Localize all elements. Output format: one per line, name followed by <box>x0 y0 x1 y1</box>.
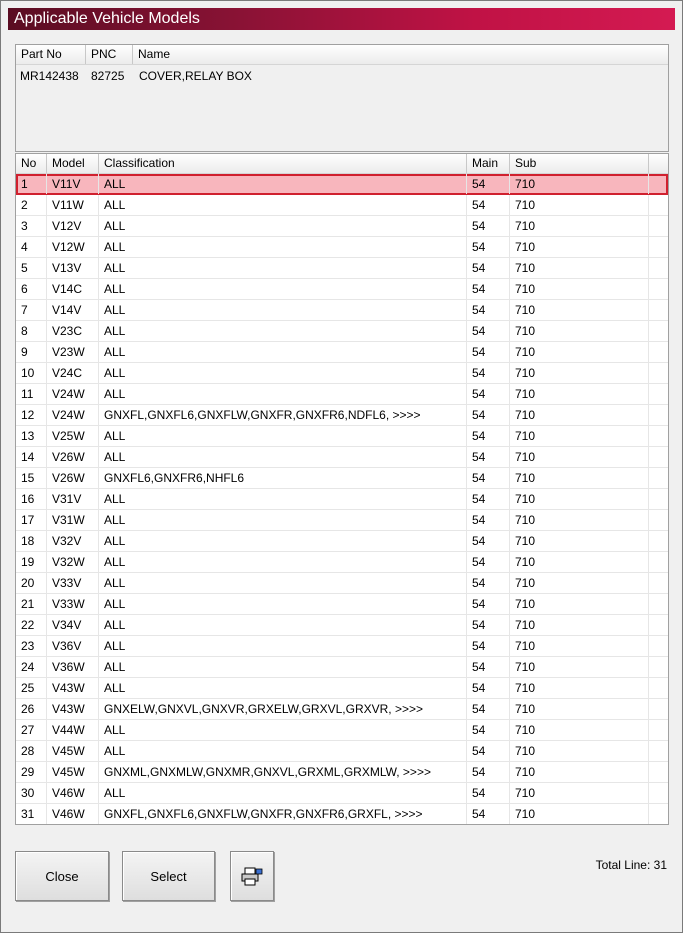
row-main: 54 <box>467 636 510 656</box>
row-sub: 710 <box>510 594 649 614</box>
row-no: 16 <box>16 489 47 509</box>
row-model: V12V <box>47 216 99 236</box>
row-filler <box>649 489 669 509</box>
row-main: 54 <box>467 195 510 215</box>
part-row[interactable] <box>16 67 668 85</box>
row-classification: ALL <box>99 237 467 257</box>
table-row[interactable] <box>16 426 668 447</box>
row-main: 54 <box>467 258 510 278</box>
row-classification: GNXML,GNXMLW,GNXMR,GNXVL,GRXML,GRXMLW, >>>> <box>99 762 467 782</box>
row-no: 20 <box>16 573 47 593</box>
row-sub: 710 <box>510 657 649 677</box>
row-filler <box>649 300 669 320</box>
table-row[interactable] <box>16 279 668 300</box>
table-row[interactable] <box>16 615 668 636</box>
row-classification: ALL <box>99 531 467 551</box>
row-no: 18 <box>16 531 47 551</box>
row-sub: 710 <box>510 237 649 257</box>
row-model: V14C <box>47 279 99 299</box>
table-row[interactable] <box>16 594 668 615</box>
row-main: 54 <box>467 405 510 425</box>
row-model: V33W <box>47 594 99 614</box>
row-classification: ALL <box>99 678 467 698</box>
row-classification: ALL <box>99 552 467 572</box>
row-filler <box>649 447 669 467</box>
table-row[interactable] <box>16 657 668 678</box>
row-filler <box>649 573 669 593</box>
table-row[interactable] <box>16 174 668 195</box>
row-no: 15 <box>16 468 47 488</box>
row-filler <box>649 531 669 551</box>
row-main: 54 <box>467 321 510 341</box>
row-no: 13 <box>16 426 47 446</box>
table-row[interactable] <box>16 384 668 405</box>
row-no: 24 <box>16 657 47 677</box>
table-row[interactable] <box>16 468 668 489</box>
row-no: 1 <box>16 174 47 194</box>
table-row[interactable] <box>16 531 668 552</box>
row-main: 54 <box>467 678 510 698</box>
row-sub: 710 <box>510 384 649 404</box>
row-filler <box>649 804 669 824</box>
row-model: V46W <box>47 804 99 824</box>
row-main: 54 <box>467 216 510 236</box>
row-filler <box>649 384 669 404</box>
row-sub: 710 <box>510 342 649 362</box>
row-classification: ALL <box>99 321 467 341</box>
row-main: 54 <box>467 510 510 530</box>
header-sub[interactable]: Sub <box>510 154 649 173</box>
row-classification: ALL <box>99 363 467 383</box>
row-classification: ALL <box>99 720 467 740</box>
window-title: Applicable Vehicle Models <box>8 8 675 30</box>
table-row[interactable] <box>16 804 668 825</box>
row-model: V13V <box>47 258 99 278</box>
row-no: 9 <box>16 342 47 362</box>
row-classification: ALL <box>99 573 467 593</box>
row-classification: ALL <box>99 783 467 803</box>
part-no-value: MR142438 <box>20 69 79 83</box>
row-filler <box>649 741 669 761</box>
header-pnc[interactable]: PNC <box>86 45 133 64</box>
row-no: 23 <box>16 636 47 656</box>
row-sub: 710 <box>510 195 649 215</box>
row-filler <box>649 783 669 803</box>
row-no: 17 <box>16 510 47 530</box>
row-no: 28 <box>16 741 47 761</box>
table-row[interactable] <box>16 321 668 342</box>
row-sub: 710 <box>510 531 649 551</box>
close-button[interactable]: Close <box>15 851 109 901</box>
row-filler <box>649 636 669 656</box>
row-model: V31V <box>47 489 99 509</box>
row-model: V14V <box>47 300 99 320</box>
row-no: 6 <box>16 279 47 299</box>
row-sub: 710 <box>510 510 649 530</box>
row-classification: GNXELW,GNXVL,GNXVR,GRXELW,GRXVL,GRXVR, >>>> <box>99 699 467 719</box>
row-model: V12W <box>47 237 99 257</box>
row-filler <box>649 552 669 572</box>
row-sub: 710 <box>510 468 649 488</box>
header-filler <box>649 154 669 173</box>
row-model: V36W <box>47 657 99 677</box>
row-sub: 710 <box>510 405 649 425</box>
row-no: 19 <box>16 552 47 572</box>
table-row[interactable] <box>16 405 668 426</box>
row-no: 30 <box>16 783 47 803</box>
row-filler <box>649 321 669 341</box>
row-classification: ALL <box>99 594 467 614</box>
print-button[interactable] <box>230 851 274 901</box>
row-no: 3 <box>16 216 47 236</box>
row-filler <box>649 279 669 299</box>
row-filler <box>649 699 669 719</box>
row-main: 54 <box>467 237 510 257</box>
table-row[interactable] <box>16 489 668 510</box>
row-model: V36V <box>47 636 99 656</box>
table-row[interactable] <box>16 678 668 699</box>
row-main: 54 <box>467 468 510 488</box>
row-main: 54 <box>467 342 510 362</box>
row-sub: 710 <box>510 783 649 803</box>
header-classification[interactable]: Classification <box>99 154 467 173</box>
row-main: 54 <box>467 573 510 593</box>
row-classification: ALL <box>99 489 467 509</box>
row-main: 54 <box>467 279 510 299</box>
row-model: V23C <box>47 321 99 341</box>
row-no: 14 <box>16 447 47 467</box>
table-row[interactable] <box>16 342 668 363</box>
row-filler <box>649 594 669 614</box>
table-row[interactable] <box>16 447 668 468</box>
table-row[interactable] <box>16 636 668 657</box>
row-filler <box>649 468 669 488</box>
row-classification: ALL <box>99 510 467 530</box>
row-classification: ALL <box>99 342 467 362</box>
row-classification: ALL <box>99 636 467 656</box>
row-filler <box>649 405 669 425</box>
pnc-value: 82725 <box>91 69 125 83</box>
printer-icon <box>240 867 264 887</box>
vehicle-model-list[interactable] <box>15 153 669 825</box>
table-row[interactable] <box>16 363 668 384</box>
row-classification: ALL <box>99 615 467 635</box>
row-model: V24W <box>47 405 99 425</box>
row-model: V23W <box>47 342 99 362</box>
row-model: V24W <box>47 384 99 404</box>
row-main: 54 <box>467 615 510 635</box>
select-button[interactable]: Select <box>122 851 215 901</box>
row-no: 7 <box>16 300 47 320</box>
row-filler <box>649 762 669 782</box>
row-classification: ALL <box>99 279 467 299</box>
row-main: 54 <box>467 174 510 194</box>
row-classification: ALL <box>99 195 467 215</box>
table-row[interactable] <box>16 762 668 783</box>
header-part-no[interactable]: Part No <box>16 45 86 64</box>
part-name-value: COVER,RELAY BOX <box>139 69 252 83</box>
row-main: 54 <box>467 384 510 404</box>
row-sub: 710 <box>510 741 649 761</box>
row-main: 54 <box>467 720 510 740</box>
row-no: 25 <box>16 678 47 698</box>
table-row[interactable] <box>16 783 668 804</box>
row-no: 4 <box>16 237 47 257</box>
row-main: 54 <box>467 594 510 614</box>
row-sub: 710 <box>510 552 649 572</box>
row-model: V26W <box>47 468 99 488</box>
row-filler <box>649 363 669 383</box>
table-row[interactable] <box>16 741 668 762</box>
row-model: V43W <box>47 699 99 719</box>
row-filler <box>649 237 669 257</box>
row-model: V45W <box>47 762 99 782</box>
row-main: 54 <box>467 531 510 551</box>
row-sub: 710 <box>510 678 649 698</box>
row-model: V44W <box>47 720 99 740</box>
table-row[interactable] <box>16 552 668 573</box>
row-filler <box>649 195 669 215</box>
row-no: 31 <box>16 804 47 824</box>
row-main: 54 <box>467 426 510 446</box>
row-model: V43W <box>47 678 99 698</box>
row-sub: 710 <box>510 720 649 740</box>
row-classification: ALL <box>99 657 467 677</box>
row-model: V46W <box>47 783 99 803</box>
table-row[interactable] <box>16 573 668 594</box>
header-model[interactable]: Model <box>47 154 99 173</box>
row-sub: 710 <box>510 300 649 320</box>
row-classification: GNXFL,GNXFL6,GNXFLW,GNXFR,GNXFR6,NDFL6, >>>> <box>99 405 467 425</box>
row-model: V11V <box>47 174 99 194</box>
part-info-panel <box>15 44 669 152</box>
row-model: V34V <box>47 615 99 635</box>
row-main: 54 <box>467 300 510 320</box>
row-main: 54 <box>467 804 510 824</box>
row-filler <box>649 174 669 194</box>
row-no: 22 <box>16 615 47 635</box>
row-classification: ALL <box>99 741 467 761</box>
row-sub: 710 <box>510 636 649 656</box>
row-no: 8 <box>16 321 47 341</box>
row-sub: 710 <box>510 426 649 446</box>
row-classification: GNXFL6,GNXFR6,NHFL6 <box>99 468 467 488</box>
row-model: V25W <box>47 426 99 446</box>
row-model: V33V <box>47 573 99 593</box>
row-filler <box>649 258 669 278</box>
row-sub: 710 <box>510 615 649 635</box>
row-main: 54 <box>467 783 510 803</box>
row-classification: ALL <box>99 216 467 236</box>
row-filler <box>649 657 669 677</box>
table-row[interactable] <box>16 195 668 216</box>
row-main: 54 <box>467 762 510 782</box>
row-model: V45W <box>47 741 99 761</box>
row-sub: 710 <box>510 174 649 194</box>
row-model: V32W <box>47 552 99 572</box>
list-rows <box>16 174 668 825</box>
row-filler <box>649 678 669 698</box>
row-no: 2 <box>16 195 47 215</box>
table-row[interactable] <box>16 237 668 258</box>
row-classification: ALL <box>99 384 467 404</box>
row-no: 10 <box>16 363 47 383</box>
row-sub: 710 <box>510 573 649 593</box>
row-no: 21 <box>16 594 47 614</box>
row-no: 5 <box>16 258 47 278</box>
row-model: V32V <box>47 531 99 551</box>
row-no: 29 <box>16 762 47 782</box>
row-sub: 710 <box>510 258 649 278</box>
row-model: V24C <box>47 363 99 383</box>
row-no: 26 <box>16 699 47 719</box>
row-sub: 710 <box>510 321 649 341</box>
row-classification: ALL <box>99 300 467 320</box>
total-line: Total Line: 31 <box>595 858 667 872</box>
row-filler <box>649 216 669 236</box>
row-main: 54 <box>467 489 510 509</box>
table-row[interactable] <box>16 699 668 720</box>
row-no: 11 <box>16 384 47 404</box>
row-main: 54 <box>467 447 510 467</box>
row-classification: GNXFL,GNXFL6,GNXFLW,GNXFR,GNXFR6,GRXFL, >>>> <box>99 804 467 824</box>
row-main: 54 <box>467 363 510 383</box>
row-main: 54 <box>467 657 510 677</box>
table-row[interactable] <box>16 720 668 741</box>
row-filler <box>649 720 669 740</box>
row-sub: 710 <box>510 363 649 383</box>
row-classification: ALL <box>99 174 467 194</box>
table-row[interactable] <box>16 510 668 531</box>
row-filler <box>649 510 669 530</box>
table-row[interactable] <box>16 216 668 237</box>
row-classification: ALL <box>99 426 467 446</box>
part-header <box>16 45 668 65</box>
row-sub: 710 <box>510 699 649 719</box>
row-model: V11W <box>47 195 99 215</box>
row-filler <box>649 615 669 635</box>
row-model: V26W <box>47 447 99 467</box>
row-sub: 710 <box>510 489 649 509</box>
row-main: 54 <box>467 741 510 761</box>
row-main: 54 <box>467 552 510 572</box>
row-sub: 710 <box>510 216 649 236</box>
row-sub: 710 <box>510 762 649 782</box>
row-no: 12 <box>16 405 47 425</box>
row-sub: 710 <box>510 279 649 299</box>
header-main[interactable]: Main <box>467 154 510 173</box>
header-name[interactable]: Name <box>138 47 171 61</box>
row-classification: ALL <box>99 447 467 467</box>
row-main: 54 <box>467 699 510 719</box>
list-header <box>16 154 668 174</box>
row-sub: 710 <box>510 804 649 824</box>
row-sub: 710 <box>510 447 649 467</box>
row-classification: ALL <box>99 258 467 278</box>
table-row[interactable] <box>16 258 668 279</box>
row-no: 27 <box>16 720 47 740</box>
table-row[interactable] <box>16 300 668 321</box>
row-model: V31W <box>47 510 99 530</box>
row-filler <box>649 342 669 362</box>
header-no[interactable]: No <box>16 154 47 173</box>
row-filler <box>649 426 669 446</box>
